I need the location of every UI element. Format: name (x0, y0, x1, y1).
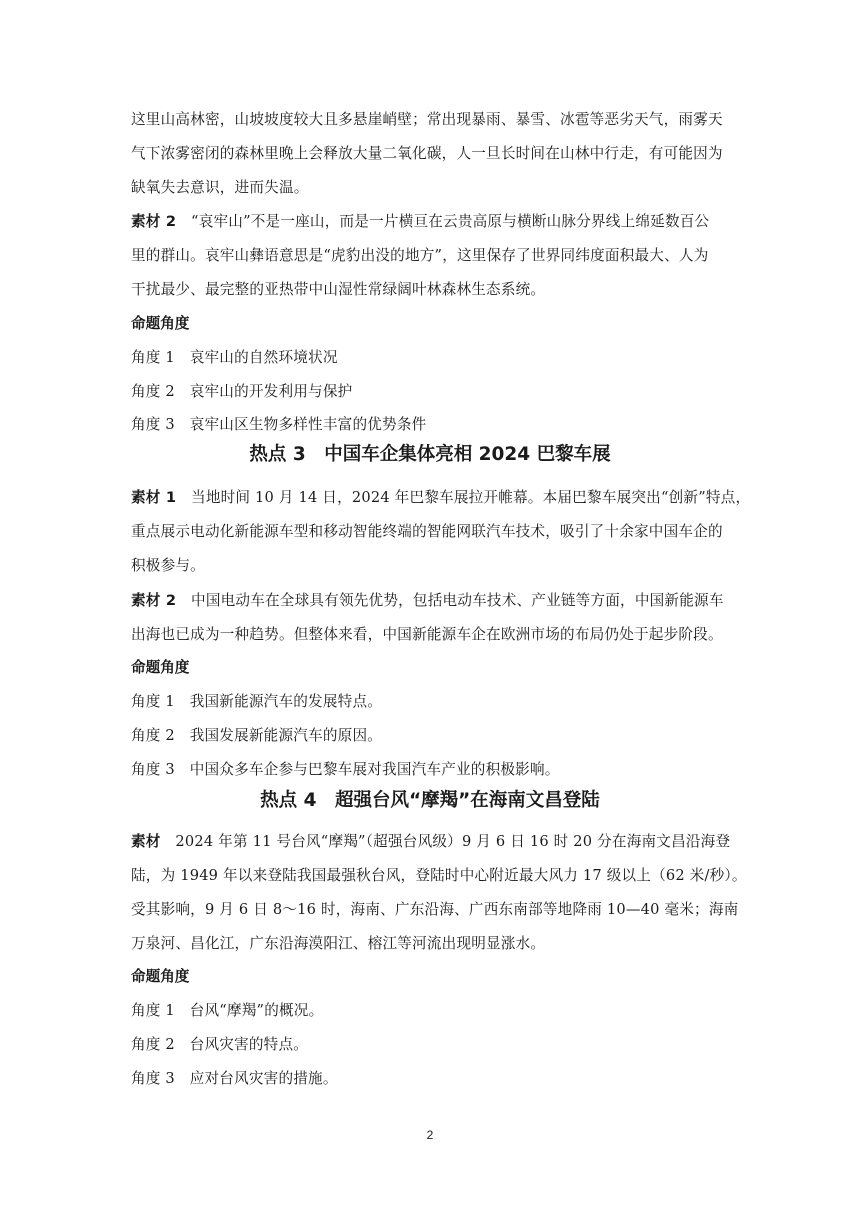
material-line (131, 832, 730, 852)
angle-item: 角度 2 台风灾害的特点。 (131, 1036, 309, 1053)
angle-item: 角度 2 我国发展新能源汽车的原因。 (131, 727, 383, 744)
page-number: 2 (426, 1128, 434, 1142)
angle-item: 角度 3 应对台风灾害的措施。 (131, 1070, 338, 1087)
angle-item: 角度 1 我国新能源汽车的发展特点。 (131, 693, 383, 710)
angle-item: 角度 1 台风“摩羯”的概况。 (131, 1002, 324, 1019)
material-text: 2024 年第 11 号台风“摩羯”（超强台风级）9 月 6 日 16 时 20 分在海南文昌沿海登 (160, 833, 731, 850)
paragraph-line: 这里山高林密，山坡坡度较大且多悬崖峭壁；常出现暴雨、暴雪、冰雹等恶劣天气，雨雾天 (131, 111, 723, 128)
material-label: 素材 (131, 833, 161, 850)
angle-item: 角度 2 哀牢山的开发利用与保护 (131, 383, 353, 400)
angle-section-title: 命题角度 (131, 968, 190, 985)
paragraph-line: 干扰最少、最完整的亚热带中山湿性常绿阔叶林森林生态系统。 (131, 281, 546, 298)
paragraph-line: 出海也已成为一种趋势。但整体来看，中国新能源车企在欧洲市场的布局仍处于起步阶段。 (131, 626, 723, 643)
material-1-line (131, 488, 750, 508)
paragraph-line: 积极参与。 (131, 557, 205, 574)
paragraph-line: 受其影响，9 月 6 日 8～16 时，海南、广东沿海、广西东南部等地降雨 10—40 毫米；海南 (131, 901, 739, 918)
material-2-line (131, 591, 724, 611)
material-text: 中国电动车在全球具有领先优势，包括电动车技术、产业链等方面，中国新能源车 (176, 592, 724, 609)
material-label: 素材 1 (131, 489, 177, 506)
section-heading: 热点 4 超强台风“摩羯”在海南文昌登陆 (260, 790, 600, 811)
paragraph-line: 里的群山。哀牢山彝语意思是“虎豹出没的地方”，这里保存了世界同纬度面积最大、人为 (131, 247, 709, 264)
angle-item: 角度 3 中国众多车企参与巴黎车展对我国汽车产业的积极影响。 (131, 761, 560, 778)
material-text: “哀牢山”不是一座山，而是一片横亘在云贵高原与横断山脉分界线上绵延数百公 (176, 213, 710, 230)
paragraph-line: 重点展示电动化新能源车型和移动智能终端的智能网联汽车技术，吸引了十余家中国车企的 (131, 523, 723, 540)
material-text: 当地时间 10 月 14 日，2024 年巴黎车展拉开帷幕。本届巴黎车展突出“创新”特点， (176, 489, 751, 506)
angle-item: 角度 3 哀牢山区生物多样性丰富的优势条件 (131, 416, 427, 433)
material-2-line (131, 212, 709, 232)
angle-section-title: 命题角度 (131, 315, 190, 332)
angle-item: 角度 1 哀牢山的自然环境状况 (131, 349, 338, 366)
material-label: 素材 2 (131, 213, 177, 230)
angle-section-title: 命题角度 (131, 659, 190, 676)
paragraph-line: 万泉河、昌化江，广东沿海漠阳江、榕江等河流出现明显涨水。 (131, 935, 546, 952)
material-label: 素材 2 (131, 592, 177, 609)
paragraph-line: 气下浓雾密闭的森林里晚上会释放大量二氧化碳，人一旦长时间在山林中行走，有可能因为 (131, 145, 723, 162)
paragraph-line: 陆，为 1949 年以来登陆我国最强秋台风，登陆时中心附近最大风力 17 级以上（62 米/秒）。 (131, 867, 747, 884)
paragraph-line: 缺氧失去意识，进而失温。 (131, 179, 309, 196)
section-heading: 热点 3 中国车企集体亮相 2024 巴黎车展 (249, 444, 611, 465)
